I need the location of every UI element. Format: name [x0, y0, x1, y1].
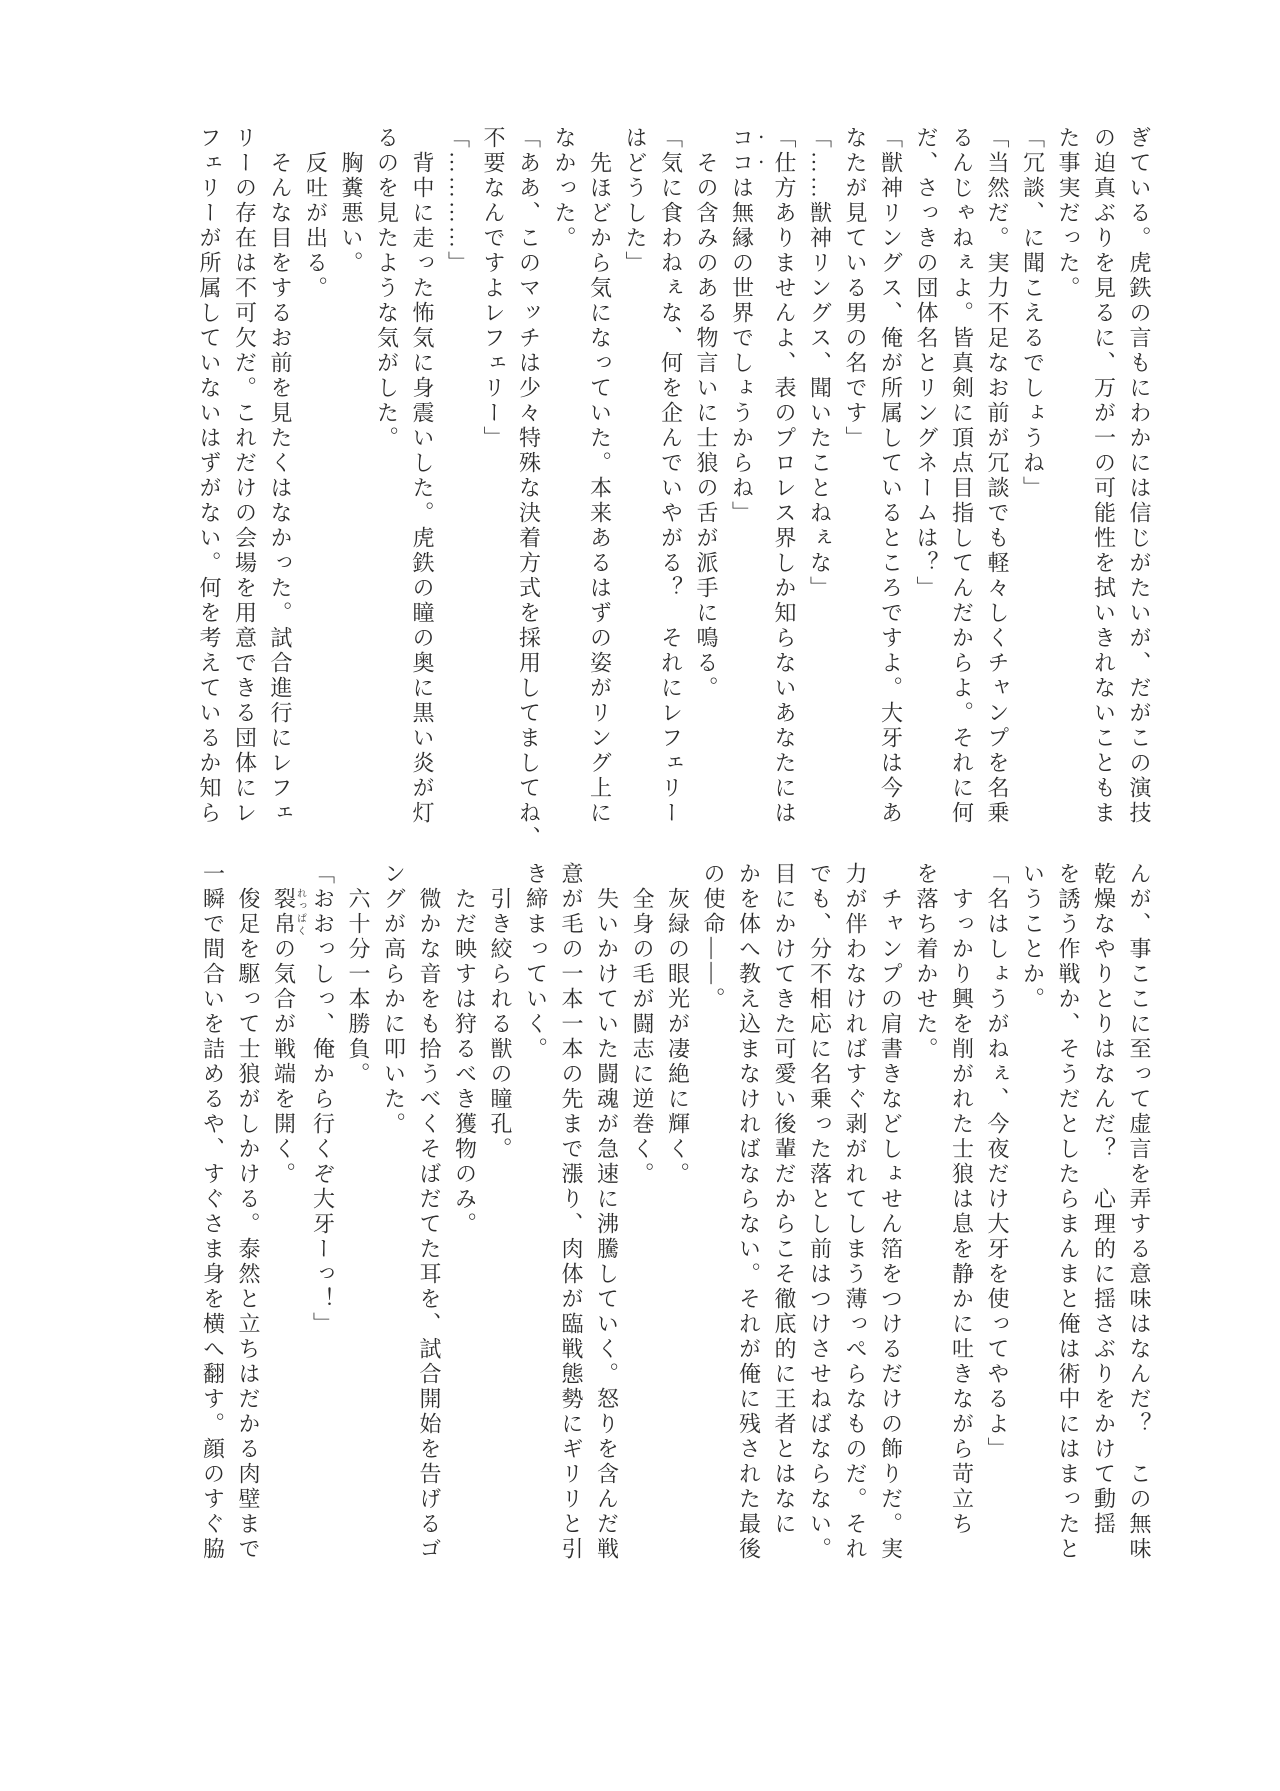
text-column: 反吐が出る。	[303, 126, 329, 301]
text-column: ただ映すは狩るべき獲物のみ。	[452, 862, 478, 1237]
text-column: 灰緑の眼光が凄絶に輝く。	[665, 862, 691, 1187]
text-column: 力が伴わなければすぐ剥がれてしまう薄っぺらなものだ。それ	[843, 862, 868, 1562]
text-column: いうことか。	[1020, 862, 1046, 1012]
emphasis-dotted-text: ココ	[729, 126, 755, 176]
text-column: チャンプの肩書きなどしょせん箔をつけるだけの飾りだ。実	[878, 862, 904, 1562]
text-column: すっかり興を削がれた士狼は息を静かに吐きながら苛立ち	[949, 862, 975, 1537]
text-column: 不要なんですよレフェリー」	[481, 126, 506, 451]
text-column: 失いかけていた闘魂が急速に沸騰していく。怒りを含んだ戦	[594, 862, 620, 1562]
text-column: 引き絞られる獣の瞳孔。	[488, 862, 513, 1162]
text-column: 「当然だ。実力不足なお前が冗談でも軽々しくチャンプを名乗	[985, 126, 1010, 826]
text-column: 背中に走った怖気に身震いした。虎鉄の瞳の奥に黒い炎が灯	[410, 126, 435, 826]
text-column: き締まっていく。	[523, 862, 549, 1062]
text-column: を落ち着かせた。	[914, 862, 939, 1062]
lower-text-band	[195, 862, 1157, 1574]
text-column: るのを見たような気がした。	[374, 126, 400, 451]
text-column: 全身の毛が闘志に逆巻く。	[630, 862, 655, 1187]
text-column: の使命――。	[701, 862, 726, 1012]
text-column: 六十分一本勝負。	[346, 862, 371, 1087]
text-column: 「獣神リングス、俺が所属しているところですよ。大牙は今あ	[878, 126, 904, 826]
text-column: 意が毛の一本一本の先まで漲り、肉体が臨戦態勢にギリリと引	[559, 862, 584, 1562]
text-column: 微かな音をも拾うべくそばだてた耳を、試合開始を告げるゴ	[417, 862, 442, 1562]
text-column: 「…………」	[445, 126, 471, 276]
text-column: 「仕方ありませんよ、表のプロレス界しか知らないあなたには	[772, 126, 797, 826]
text-column: ぎている。虎鉄の言もにわかには信じがたいが、だがこの演技	[1127, 126, 1152, 826]
text-column: リーの存在は不可欠だ。これだけの会場を用意できる団体にレ	[232, 126, 258, 826]
text-column: を誘う作戦か、そうだとしたらまんまと俺は術中にはまったと	[1056, 862, 1081, 1562]
text-column: 「冗談、に聞こえるでしょうね」	[1020, 126, 1046, 501]
text-column: 先ほどから気になっていた。本来あるはずの姿がリング上に	[587, 126, 613, 826]
text-column: でも、分不相応に名乗った落とし前はつけさせねばならない。	[807, 862, 833, 1562]
text-column: そんな目をするお前を見たくはなかった。試合進行にレフェ	[268, 126, 293, 826]
text-column: フェリーが所属していないはずがない。何を考えているか知ら	[197, 126, 222, 826]
text-column: だ、さっきの団体名とリングネームは？」	[914, 126, 939, 601]
text-column: はどうした」	[623, 126, 648, 276]
text-column: た事実だった。	[1056, 126, 1081, 301]
text-column: 「おおっしっ、俺から行くぞ大牙ーっ！」	[310, 862, 336, 1337]
text-column: 目にかけてきた可愛い後輩だからこそ徹底的に王者とはなに	[772, 862, 797, 1537]
text-column: 一瞬で間合いを詰めるや、すぐさま身を横へ翻す。顔のすぐ脇	[200, 862, 226, 1562]
text-column: 「名はしょうがねぇ、今夜だけ大牙を使ってやるよ」	[985, 862, 1010, 1462]
text-column: 胸糞悪い。	[339, 126, 364, 276]
text-column: ココは無縁の世界でしょうからね」	[729, 126, 755, 526]
text-column: の迫真ぶりを見るに、万が一の可能性を拭いきれないこともま	[1091, 126, 1117, 826]
text-column: ングが高らかに叩いた。	[381, 862, 407, 1137]
text-column: なかった。	[552, 126, 577, 251]
text-column: 「気に食わねぇな、何を企んでいやがる？ それにレフェリー	[658, 126, 684, 826]
text-column: かを体へ教え込まなければならない。それが俺に残された最後	[736, 862, 762, 1562]
upper-text-band	[192, 126, 1158, 851]
text-column: んが、事ここに至って虚言を弄する意味はなんだ？ この無味	[1127, 862, 1152, 1562]
ruby-annotated-text: 裂帛れっぱく	[271, 887, 306, 937]
text-column: なたが見ている男の名です」	[843, 126, 868, 451]
text-column: るんじゃねぇよ。皆真剣に頂点目指してんだからよ。それに何	[949, 126, 975, 826]
text-column: 俊足を駆って士狼がしかける。泰然と立ちはだかる肉壁まで	[236, 862, 261, 1562]
text-column: 乾燥なやりとりはなんだ？ 心理的に揺さぶりをかけて動揺	[1091, 862, 1117, 1537]
text-column: 裂帛れっぱくの気合が戦端を開く。	[271, 887, 306, 1187]
text-column: その含みのある物言いに士狼の舌が派手に鳴る。	[694, 126, 719, 701]
text-column: 「ああ、このマッチは少々特殊な決着方式を採用してましてね、	[516, 126, 542, 851]
text-column: 「……獣神リングス、聞いたことねぇな」	[807, 126, 833, 601]
